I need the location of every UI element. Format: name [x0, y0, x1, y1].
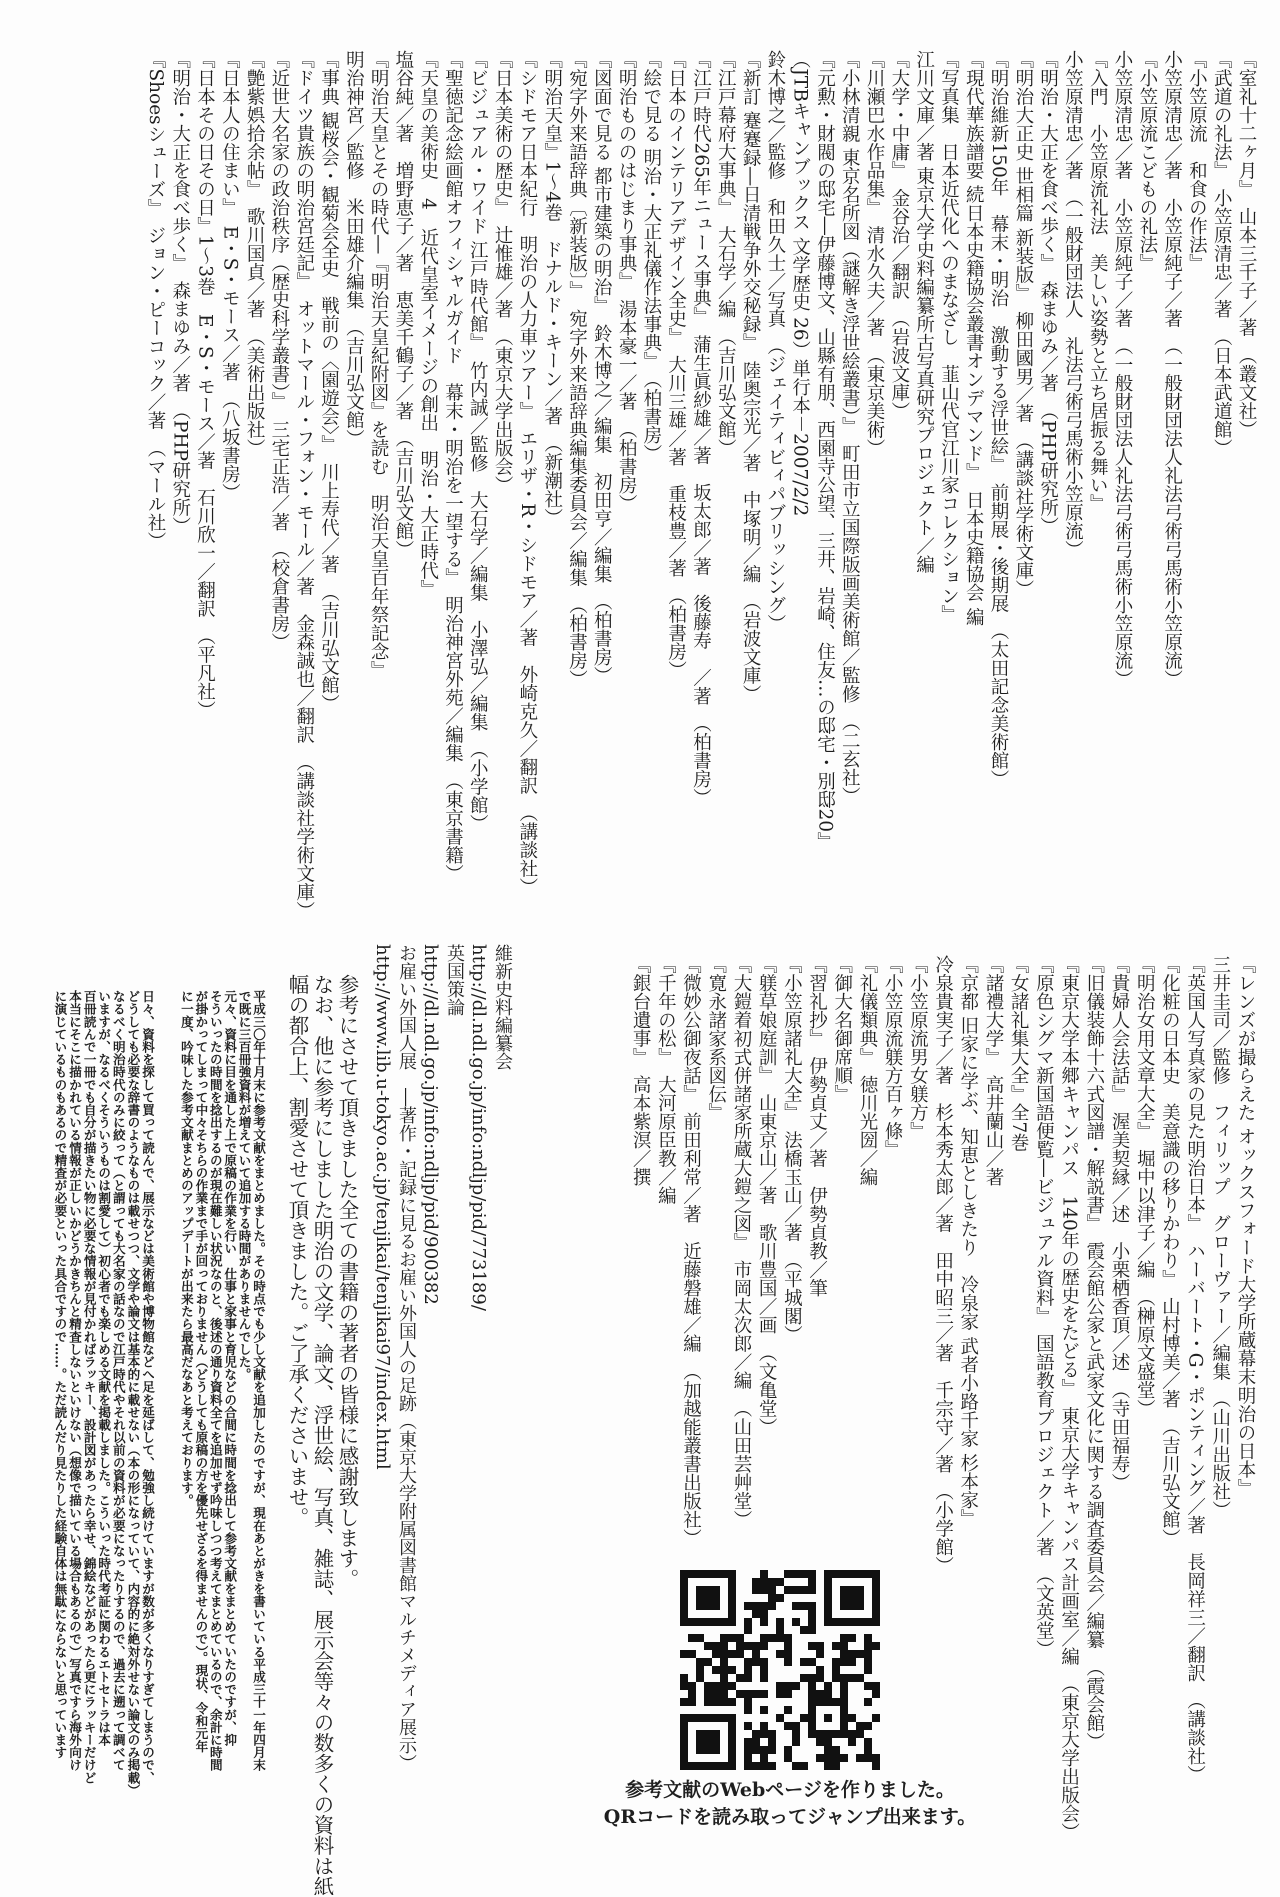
bibliography-entry: 小笠原清忠／著 （一般財団法人 礼法弓術弓馬術小笠原流） — [1062, 50, 1084, 559]
bibliography-entry: 『新訂 蹇蹇録―日清戦争外交秘録』 陸奥宗光／著 中塚明／編 （岩波文庫） — [740, 50, 762, 704]
bibliography-entry: 明治神宮／監修 米田雄介編集 （吉川弘文館） — [343, 50, 365, 448]
bibliography-entry: 『微妙公御夜話』 前田利常／著 近藤磐雄／編 （加越能叢書出版社） — [680, 955, 702, 1547]
bibliography-entry: 『シドモア日本紀行 明治の人力車ツアー』 エリザ・R・シドモア／著 外崎克久／翻訳 （講談社） — [516, 50, 538, 897]
bibliography-entry: 『川瀬巴水作品集』 清水久夫／著 （東京美術） — [864, 50, 886, 457]
bibliography-entry: 『明治天皇』1〜4巻 ドナルド・キーン／著 （新潮社） — [541, 50, 563, 527]
bibliography-entry: 『元勲・財閥の邸宅―伊藤博文、山縣有朋、西園寺公望、三井、岩崎、住友…の邸宅・別邸20』 — [814, 50, 836, 851]
bibliography-entry: 『寛永諸家系図伝』 — [705, 955, 727, 1122]
bibliography-entry: 『江戸幕府大事典』 大石学／編 （吉川弘文館） — [715, 50, 737, 457]
reference-item-link[interactable]: http://dl.ndl.go.jp/info:ndljp/pid/900382 — [420, 944, 441, 1305]
reference-item-link[interactable]: http://dl.ndl.go.jp/info:ndljp/pid/773189/ — [468, 944, 489, 1311]
bibliography-entry: 鈴木博之／監修 和田久士／写真 （ジェイティビィパブリッシング） — [764, 50, 786, 633]
bibliography-entry: 『東京大学本郷キャンパス 140年の歴史をたどる』 東京大学キャンパス計画室／編 （東京大学出版会） — [1058, 955, 1080, 1842]
bibliography-entry: 『小笠原流躾方百ヶ條』 — [882, 955, 904, 1159]
note-line: どうしても必要な辞書のようなものは載せつつ、文学や論文は基本的に載せない（本の形になっていて、内容的に絶対外せない論文のみ掲載） — [125, 990, 141, 1797]
bibliography-entry: （JTBキャンブックス 文学歴史 26）単行本－2007/2/2 — [789, 50, 811, 517]
bibliography-entry: 冷泉貴実子／著 杉本秀太郎／著 田中昭三／著 千宗守／著 （小学館） — [932, 955, 954, 1575]
bibliography-entry: 『小林清親 東京名所図（謎解き浮世絵叢書）』 町田市立国際版画美術館／監修 （二玄社） — [839, 50, 861, 806]
bibliography-entry: 『明治天皇とその時代―『明治天皇紀附図』を読む 明治天皇百年祭記念』 — [368, 50, 390, 679]
bibliography-entry: 『小笠原流 和食の作法』 — [1186, 50, 1208, 272]
bibliography-entry: 『小笠原諸礼大全』 法橋玉山／著 （平城閣） — [781, 955, 803, 1344]
bibliography-entry: 『現代華族譜要 続日本史籍協会叢書オンデマンド』 日本史籍協会 編 — [963, 50, 985, 627]
bibliography-entry: 『艶紫娯拾余帖』 歌川国貞／著 （美術出版社） — [244, 50, 266, 457]
bibliography-top-section — [142, 50, 1258, 920]
bibliography-entry: 『明治・大正を食べ歩く』 森まゆみ／著 （PHP研究所） — [1037, 50, 1059, 536]
bibliography-entry: 『旧儀装飾十六式図譜・解説書』 霞会館公家と武家文化に関する調査委員会／編纂 （霞会館） — [1083, 955, 1105, 1751]
note-line: に演じているものもあるので精査が必要といった具合ですので……。ただ読んだり見たりした経験自体は無駄にならないと思っています — [52, 990, 68, 1759]
bibliography-entry: 『Shoesシューズ』 ジョン・ピーコック／著 （マール社） — [144, 50, 166, 551]
bibliography-entry: 『宛字外来語辞典〔新装版〕』 宛字外来語辞典編集委員会／編集 （柏書房） — [566, 50, 588, 689]
bibliography-entry: 『銀台遺事』 高本紫溟／撰 — [630, 955, 652, 1187]
bibliography-entry: 『大鎧着初式併諸家所蔵大鎧之図』 市岡太次郎／編 （山田芸艸堂） — [730, 955, 752, 1529]
reference-item: 英国策論 — [444, 944, 465, 1016]
note-line: 元々、資料に目を通した上で原稿の作業を行い 仕事と家事と育児などの合間に時間を捻出して参考文献をまとめていたのですが、抑 — [222, 990, 238, 1746]
bibliography-entry: 『江戸時代265年ニュース事典』 蒲生眞紗雄／著 坂太郎／著 後藤寿 ／著 （柏書房） — [690, 50, 712, 807]
qr-caption-line-1: 参考文献のWebページを作りました。 — [625, 1779, 955, 1801]
note-line: 本当にそこに描かれている情報が正しいかどうかきちんと精査しないといけない（想像で描いている場合もあるので）写真ですら海外向け — [67, 990, 83, 1772]
bibliography-entry: 『図面で見る 都市建築の明治』 鈴木博之／編集 初田亨／編集 （柏書房） — [591, 50, 613, 685]
afterword-note-1 — [179, 990, 265, 1790]
bibliography-entry: 小笠原清忠／著 小笠原純子／著 （一般財団法人礼法弓術弓馬術小笠原流） — [1112, 50, 1134, 689]
bibliography-entry: 『京都 旧家に学ぶ、知恵としきたり 冷泉家 武者小路千家 杉本家』 — [957, 955, 979, 1528]
bibliography-entry: 『明治大正史 世相篇 新装版』 柳田國男／著 （講談社学術文庫） — [1012, 50, 1034, 599]
bibliography-entry: 『大学・中庸』 金谷治／翻訳 （岩波文庫） — [888, 50, 910, 420]
reference-item-link[interactable]: http://www.lib.u-tokyo.ac.jp/tenjikai/tenjikai97/index.html — [372, 944, 393, 1470]
acknowledgement-line: 参考にさせて頂きました全ての書籍の著者の皆様に感謝致します。 — [335, 974, 359, 1589]
note-line: そういったの時間を捻出するのが現在難しい状況なのと、後述の通り資料全てを追加せず吟味しつつ考えてまとめているので、余計に時間 — [207, 990, 223, 1772]
bibliography-entry: 三井圭司／監修 フィリップ グローヴァー／編集 （山川出版社） — [1209, 955, 1231, 1520]
note-line: に一度、吟味した参考文献まとめのアップデートが出来たら最高だなあと考えております。 — [178, 990, 194, 1507]
qr-code-modules — [680, 1570, 880, 1770]
bibliography-entry: 『小笠原流こどもの礼法』 — [1136, 50, 1158, 272]
qr-caption — [590, 1777, 990, 1831]
bibliography-entry: 『貴婦人会法話』 渥美契縁／述 小栗栖香頂／述 （寺田福寿） — [1108, 955, 1130, 1492]
bibliography-entry: 『聖徳記念絵画館オフィシャルガイド 幕末・明治を一望する』 明治神宮外苑／編集 （東京書籍） — [442, 50, 464, 883]
web-references — [370, 944, 514, 1844]
bibliography-entry: 『女諸礼集大全』全7巻 — [1008, 955, 1030, 1152]
bibliography-entry: 『明治女用文章大全』 堀中以津子／編 （榊原文盛堂） — [1134, 955, 1156, 1418]
bibliography-entry: 江川文庫／著 東京大学史料編纂所古写真研究プロジェクト／編 — [913, 50, 935, 574]
reference-item: 維新史料編纂会 — [492, 944, 513, 1070]
note-line: が掛かってしまって中々そちらの作業まで手が回っておりません（どうしても原稿の方を優先せざるを得ませんので）。現状、令和元年 — [193, 990, 209, 1753]
bibliography-entry: 『明治・大正を食べ歩く』 森まゆみ／著 （PHP研究所） — [169, 50, 191, 536]
note-line: で既に三百冊強資料が増えていて追加する時間がありませんでした。 — [236, 990, 252, 1381]
bibliography-entry: 『日本のインテリアデザイン全史』 大川三雄／著 重枝豊／著 （柏書房） — [665, 50, 687, 679]
note-line: なるべく明治時代のみに絞って（と謂っても大名家の話なので江戸時代やそれ以前の資料が必要になったりするので、過去に遡って調べて — [110, 990, 126, 1772]
acknowledgement-line: 幅の都合上、割愛させて頂きました。ご了承くださいませ。 — [285, 974, 309, 1528]
reference-item: お雇い外国人展 ―著作・記録に見るお雇い外国人の足跡（東京大学附属図書館マルチメディア展示） — [396, 944, 417, 1772]
bibliography-entry: 『明治もののはじまり事典』 湯本豪一／著 （柏書房） — [616, 50, 638, 513]
bibliography-entry: 『御大名御席順』 — [831, 955, 853, 1103]
bibliography-entry: 『絵で見る 明治・大正礼儀作法事典』 （柏書房） — [640, 50, 662, 463]
qr-code[interactable] — [680, 1570, 880, 1770]
bibliography-entry: 『礼儀類典』 徳川光圀／編 — [856, 955, 878, 1187]
acknowledgement — [284, 974, 359, 1897]
bibliography-entry: 『日本その日その日』1〜3巻 E・S・モース／著 石川欣一／翻訳 （平凡社） — [194, 50, 216, 720]
afterword-note-2 — [52, 990, 155, 1797]
bibliography-entry: 『レンズが撮らえた オックスフォード大学所蔵幕末明治の日本』 — [1235, 955, 1256, 1498]
bibliography-entry: 『日本美術の歴史』 辻惟雄／著 （東京大学出版会） — [492, 50, 514, 494]
bibliography-entry: 『ビジュアル・ワイド 江戸時代館』 竹内誠／監修 大石学／編集 小澤弘／編集 （小学館） — [467, 50, 489, 833]
bibliography-entry: 『習礼抄』 伊勢貞丈／著 伊勢貞教／筆 — [806, 955, 828, 1298]
bibliography-entry: 『諸禮大学』 高井蘭山／著 — [982, 955, 1004, 1187]
bibliography-entry: 『日本人の住まい』 E・S・モース／著 （八坂書房） — [219, 50, 241, 502]
bibliography-entry: 『明治維新150年 幕末・明治 激動する浮世絵』 前期展・後期展 （太田記念美術館） — [988, 50, 1010, 789]
acknowledgement-line: なお、他に参考にしました明治の文学、論文、浮世絵、写真、雑誌、展示会等々の数多くの資料は紙 — [310, 974, 334, 1897]
bibliography-entry: 『躾草娘庭訓』 山東京山／著 歌川豊国／画 （文亀堂） — [756, 955, 778, 1436]
bibliography-entry: 『原色シグマ新国語便覧―ビジュアル資料』 国語教育プロジェクト／著 （文英堂） — [1033, 955, 1055, 1658]
bibliography-entry: 小笠原清忠／著 小笠原純子／著 （一般財団法人礼法弓術弓馬術小笠原流） — [1161, 50, 1183, 689]
note-line: 百冊読んで一冊でも自分が描きたい物に必要な情報が見付かればラッキー、設計図があったら幸せ、錦絵などがあったら更にラッキーだけど — [81, 990, 97, 1784]
note-line: いますが、なるべくそういうものは割愛して）初心者でも楽しめる文献を掲載しました。こういった時代考証に関わるエトセトラは本 — [96, 990, 112, 1746]
bibliography-entry: 『天皇の美術史 4 近代皇室イメージの創出 明治・大正時代』 — [417, 50, 439, 599]
bibliography-entry: 『化粧の日本史 美意識の移りかわり』 山村博美／著 （吉川弘文館） — [1159, 955, 1181, 1547]
bibliography-entry: 『事典 観桜会・観菊会全史 戦前の〈園遊会〉』 川上寿代／著 （吉川弘文館） — [318, 50, 340, 713]
note-line: 平成三〇年十月末に参考文献をまとめました。その時点でも少し文献を追加したのですが、現在あとがきを書いている平成三十一年四月末 — [251, 990, 266, 1772]
bibliography-entry: 『室礼十二ヶ月』 山本三千子／著 （叢文社） — [1236, 50, 1257, 439]
note-line: 日々、資料を探して買って読んで、展示などは美術館や博物館などへ足を延ばして、勉強し続けていますが数が多くなりすぎてしまうので、 — [140, 990, 155, 1784]
bibliography-entry: 『写真集 日本近代化へのまなざし 韮山代官江川家コレクション』 — [938, 50, 960, 624]
bibliography-entry: 塩谷純／著 増野恵子／著 恵美千鶴子／著 （吉川弘文館） — [392, 50, 414, 559]
bibliography-entry: 『近世大名家の政治秩序（歴史科学叢書）』 三宅正浩／著 （校倉書房） — [268, 50, 290, 652]
bibliography-entry: 『小笠原流男女躾方』 — [907, 955, 929, 1140]
bibliography-entry: 『英国人写真家の見た明治日本』 ハーバート・G・ポンティング／著 長岡祥三／翻訳 （講談社） — [1184, 955, 1206, 1784]
bibliography-entry: 『入門 小笠原流礼法 美しい姿勢と立ち居振る舞い』 — [1087, 50, 1109, 513]
bibliography-entry: 『ドイツ貴族の明治宮廷記』 オットマール・フォン・モール／著 金森誠也／翻訳 （講談社学術文庫） — [293, 50, 315, 920]
bibliography-entry: 『千年の松』 大河原臣教／編 — [655, 955, 677, 1205]
qr-caption-line-2: QRコードを読み取ってジャンプ出来ます。 — [603, 1806, 977, 1828]
bibliography-entry: 『武道の礼法』 小笠原清忠／著 （日本武道館） — [1211, 50, 1233, 457]
